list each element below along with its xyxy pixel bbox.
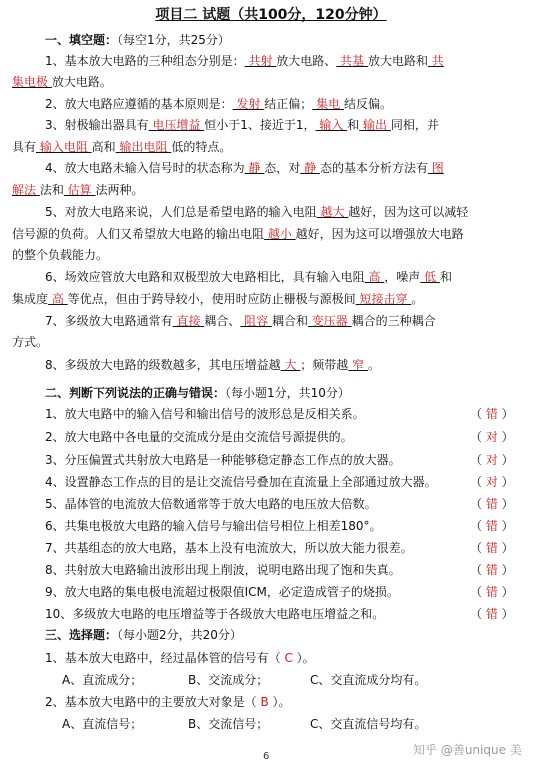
- line-content: [45, 270, 452, 284]
- question-text: 信号源的负荷。人们又希望放大电路的输出电阻: [12, 227, 265, 241]
- option-a: A、直流信号；: [62, 717, 143, 731]
- option-b: B、交流信号；: [188, 717, 269, 731]
- fill-blank-line: [0, 204, 542, 220]
- question-text: 4、放大电路未输入信号时的状态称为: [45, 161, 245, 175]
- question-text: 放大电路、: [276, 54, 337, 68]
- line-content: [12, 292, 423, 306]
- judgement-answer: 错: [485, 497, 498, 511]
- fill-blank-line: [0, 53, 542, 69]
- question-text: 2、放大电路应遵循的基本原则是：: [45, 97, 233, 111]
- choice-question-2: [0, 694, 542, 710]
- blank-answer: 输出: [359, 118, 391, 132]
- judgement-mark: （ 错 ）: [470, 407, 514, 421]
- line-content: [12, 140, 231, 154]
- fill-blank-line: [0, 139, 542, 155]
- question-text: 恒小于1、接近于1，: [204, 118, 316, 132]
- question-text: 法两种。: [95, 183, 144, 197]
- judgement-mark: （ 对 ）: [470, 430, 514, 444]
- fill-blank-line: [0, 313, 542, 329]
- line-content: [12, 248, 108, 262]
- question-text: 。: [411, 292, 424, 306]
- question-text: 和: [347, 118, 360, 132]
- line-content: [12, 183, 144, 197]
- blank-answer: 估算: [63, 183, 96, 197]
- blank-answer: 静: [300, 161, 320, 175]
- question-text: 1、基本放大电路中，经过晶体管的信号有（: [45, 651, 281, 665]
- line-content: [45, 205, 468, 219]
- fill-blank-line: [0, 291, 542, 307]
- blank-answer: 静: [244, 161, 265, 175]
- judgement-answer: 错: [485, 585, 498, 599]
- line-content: [12, 75, 112, 89]
- question-text: 等优点，但由于跨导较小，使用时应防止栅极与源极间: [67, 292, 356, 306]
- question-text: 态的基本分析方法有: [319, 161, 428, 175]
- question-text: 耦合和: [271, 314, 308, 328]
- blank-answer: 集电极: [12, 75, 52, 89]
- blank-answer: 直接: [172, 314, 205, 328]
- question-text: 放大电路和: [367, 54, 428, 68]
- question-text: 放大电路。: [51, 75, 112, 89]
- fill-blank-line: [0, 117, 542, 133]
- blank-answer: 变压器: [307, 314, 352, 328]
- section3-heading-line: [0, 627, 542, 643]
- question-text: 耦合、: [204, 314, 241, 328]
- question-text: 7、多级放大电路通常有: [45, 314, 173, 328]
- statement-text: 3、分压偏置式共射放大电路是一种能够稳定静态工作点的放大器。: [45, 453, 401, 467]
- judgement-mark: （ 错 ）: [470, 519, 514, 533]
- option-c: C、交直流成分均有。: [310, 673, 427, 687]
- question-end: ）。: [272, 695, 291, 709]
- question-text: 3、射极输出器具有: [45, 118, 149, 132]
- judgement-answer: 对: [485, 453, 498, 467]
- line-content: [45, 97, 392, 111]
- blank-answer: 共基: [336, 54, 368, 68]
- question-text: 8、多级放大电路的级数越多，其电压增益越: [45, 358, 281, 372]
- statement-text: 4、设置静态工作点的目的是让交流信号叠加在直流量上全部通过放大器。: [45, 475, 437, 489]
- fill-blank-line: [0, 334, 542, 350]
- question-text: 2、基本放大电路中的主要放大对象是（: [45, 695, 257, 709]
- statement-text: 9、放大电路的集电极电流超过极限值ICM，必定造成管子的烧损。: [45, 585, 399, 599]
- judgement-answer: 错: [485, 607, 498, 621]
- blank-answer: 高: [364, 270, 385, 284]
- section1-heading: 一、填空题：: [45, 33, 118, 47]
- question-text: ；频带越: [300, 358, 349, 372]
- fill-blank-line: [0, 182, 542, 198]
- question-text: 态，对: [264, 161, 301, 175]
- question-text: 6、场效应管放大电路和双极型放大电路相比，具有输入电阻: [45, 270, 365, 284]
- blank-answer: 发射: [232, 97, 265, 111]
- choice-question-1: [0, 650, 542, 666]
- line-content: [45, 161, 444, 175]
- question-text: 结反偏。: [343, 97, 392, 111]
- question-text: 耦合的三种耦合: [351, 314, 436, 328]
- line-content: [45, 118, 439, 132]
- line-content: [45, 54, 444, 68]
- question-text: ，噪声: [384, 270, 421, 284]
- blank-answer: 共射: [244, 54, 277, 68]
- blank-answer: 大: [280, 358, 301, 372]
- blank-answer: 输入: [315, 118, 348, 132]
- section2-heading-line: [0, 385, 542, 401]
- statement-text: 2、放大电路中各电量的交流成分是由交流信号源提供的。: [45, 430, 353, 444]
- option-a: A、直流成分；: [62, 673, 143, 687]
- judgement-answer: 错: [485, 563, 498, 577]
- fill-blank-line: [0, 247, 542, 263]
- blank-answer: 低: [420, 270, 440, 284]
- section3-heading: 三、选择题：: [45, 628, 118, 642]
- blank-answer: 输出电阻: [115, 140, 172, 154]
- fill-blank-line: [0, 357, 542, 373]
- judgement-answer: 错: [485, 519, 498, 533]
- choice-answer: C: [280, 651, 297, 665]
- line-content: [45, 358, 380, 372]
- section3-score: （每小题2分，共20分）: [117, 628, 242, 642]
- blank-answer: 集电: [312, 97, 344, 111]
- judgement-answer: 错: [485, 407, 498, 421]
- blank-answer: 短接击穿: [355, 292, 412, 306]
- statement-text: 5、晶体管的电流放大倍数通常等于放大电路的电压放大倍数。: [45, 497, 377, 511]
- fill-blank-line: [0, 160, 542, 176]
- blank-answer: 共: [427, 54, 444, 68]
- judgement-mark: （ 错 ）: [470, 497, 514, 511]
- statement-text: 8、共射放大电路输出波形出现上削波，说明电路出现了饱和失真。: [45, 563, 401, 577]
- line-content: [12, 227, 464, 241]
- question-text: 高和: [91, 140, 116, 154]
- question-end: ）。: [296, 651, 315, 665]
- question-text: 越好，因为这可以增强放大电路: [295, 227, 464, 241]
- line-content: [45, 314, 436, 328]
- watermark: 知乎 @善unique 美: [413, 743, 522, 757]
- choice-answer: B: [256, 695, 273, 709]
- blank-answer: 高: [48, 292, 68, 306]
- question-text: 低的特点。: [171, 140, 232, 154]
- question-text: 方式。: [12, 335, 49, 349]
- line-content: [12, 335, 48, 349]
- section2-score: （每小题1分，共10分）: [225, 386, 350, 400]
- judgement-answer: 对: [485, 475, 498, 489]
- blank-answer: 阻容: [240, 314, 272, 328]
- judgement-mark: （ 错 ）: [470, 541, 514, 555]
- question-text: 和: [439, 270, 452, 284]
- question-text: 结正偏；: [264, 97, 313, 111]
- option-b: B、交流成分；: [188, 673, 269, 687]
- question-text: 。: [367, 358, 380, 372]
- statement-text: 10、多级放大电路的电压增益等于各级放大电路电压增益之和。: [45, 607, 385, 621]
- blank-answer: 越小: [264, 227, 296, 241]
- page-title: 项目二 试题（共100分，120分钟）: [155, 7, 387, 23]
- judgement-mark: （ 对 ）: [470, 453, 514, 467]
- judgement-mark: （ 错 ）: [470, 585, 514, 599]
- question-text: 的整个负载能力。: [12, 248, 109, 262]
- judgement-mark: （ 错 ）: [470, 563, 514, 577]
- question-text: 具有: [12, 140, 37, 154]
- question-text: 法和: [39, 183, 64, 197]
- question-text: 集成度: [12, 292, 49, 306]
- statement-text: 1、放大电路中的输入信号和输出信号的波形总是反相关系。: [45, 407, 365, 421]
- question-text: 同相，并: [390, 118, 439, 132]
- fill-blank-line: [0, 74, 542, 90]
- section2-heading: 二、判断下列说法的正确与错误：: [45, 386, 226, 400]
- page-number: 6: [263, 751, 270, 762]
- fill-blank-line: [0, 269, 542, 285]
- question-text: 1、基本放大电路的三种组态分别是：: [45, 54, 245, 68]
- blank-answer: 电压增益: [148, 118, 205, 132]
- statement-text: 6、共集电极放大电路的输入信号与输出信号相位上相差180°。: [45, 519, 382, 533]
- fill-blank-line: [0, 96, 542, 112]
- question-text: 越好，因为这可以减轻: [348, 205, 469, 219]
- question-text: 5、对放大电路来说，人们总是希望电路的输入电阻: [45, 205, 317, 219]
- blank-answer: 越大: [316, 205, 349, 219]
- judgement-mark: （ 错 ）: [470, 607, 514, 621]
- blank-answer: 输入电阻: [36, 140, 92, 154]
- blank-answer: 窄: [348, 358, 368, 372]
- section1-score: （每空1分，共25分）: [117, 33, 230, 47]
- judgement-answer: 错: [485, 541, 498, 555]
- section1-heading-line: [0, 32, 542, 48]
- blank-answer: 图: [427, 161, 444, 175]
- option-c: C、交直流信号均有。: [310, 717, 427, 731]
- blank-answer: 解法: [12, 183, 40, 197]
- judgement-mark: （ 对 ）: [470, 475, 514, 489]
- judgement-answer: 对: [485, 430, 498, 444]
- fill-blank-line: [0, 226, 542, 242]
- statement-text: 7、共基组态的放大电路，基本上没有电流放大，所以放大能力很差。: [45, 541, 413, 555]
